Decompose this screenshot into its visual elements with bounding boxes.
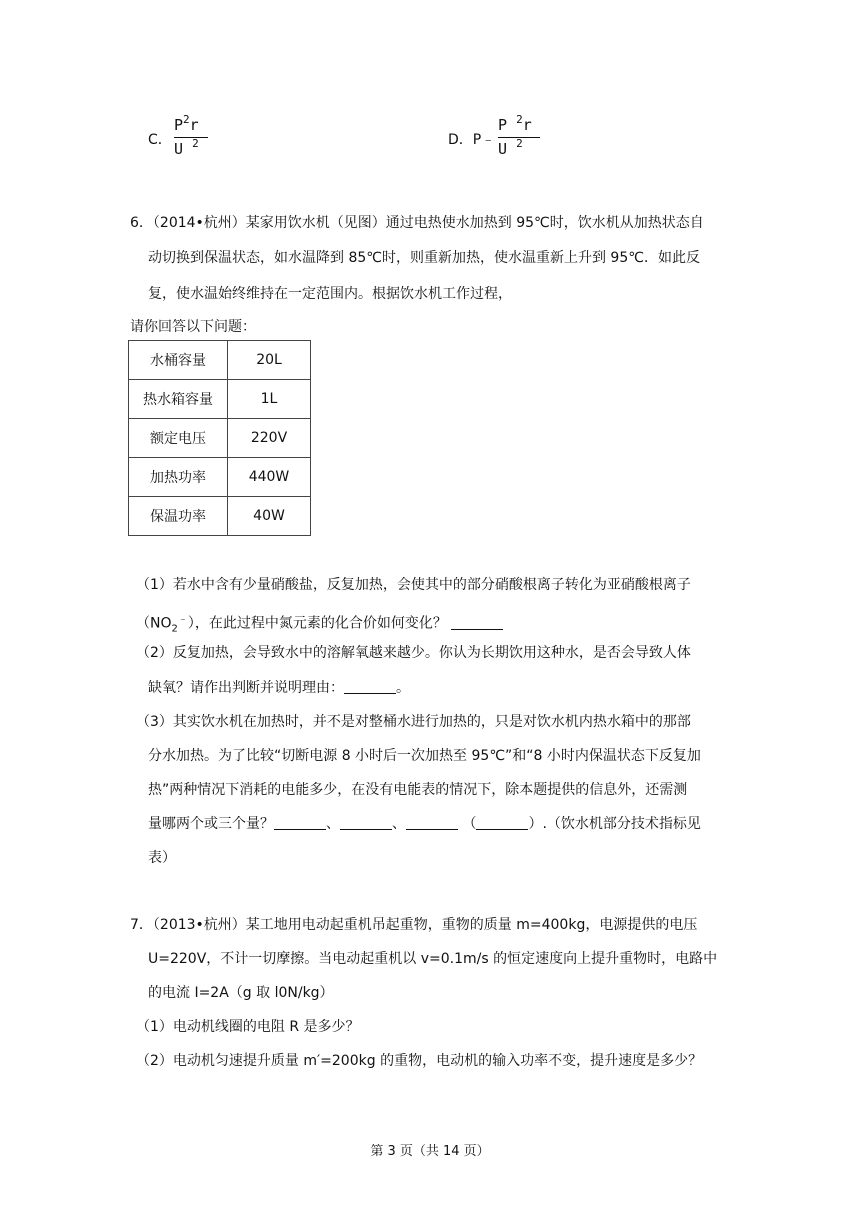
q6-line-4: 请你回答以下问题： (130, 319, 256, 335)
q6-line-3: 复，使水温始终维持在一定范围内。根据饮水机工作过程， (148, 286, 512, 302)
q6-part3-paren-close: ）.（饮水机部分技术指标见 (528, 816, 701, 832)
q6-part1-line-2 (136, 610, 503, 634)
option-c-num-r: r (189, 116, 199, 134)
q6-part1-prefix: （NO (136, 615, 172, 632)
table-row (129, 380, 311, 419)
q6-part1-superscript: ﹣ (177, 614, 188, 625)
option-d-label: D．P﹣ (448, 132, 496, 148)
q6-part3-line-5: 表） (148, 850, 176, 866)
answer-blank[interactable] (476, 815, 528, 830)
spec-key: 加热功率 (129, 458, 228, 497)
q6-part3-paren-open: （ (462, 816, 477, 832)
q6-part3-separator: 、 (392, 816, 406, 832)
answer-blank[interactable] (340, 815, 392, 830)
spec-value: 220V (228, 419, 311, 458)
answer-blank[interactable] (274, 815, 326, 830)
q6-part3-line-1: （3）其实饮水机在加热时，并不是对整桶水进行加热的，只是对饮水机内热水箱中的那部 (136, 714, 691, 730)
q6-part3-line-4 (148, 813, 701, 833)
option-d-den-base: U (498, 140, 508, 158)
q7-part-2: （2）电动机匀速提升质量 m′=200kg 的重物，电动机的输入功率不变，提升速度是多少？ (136, 1053, 703, 1069)
q7-line-3: 的电流 I=2A（g 取 l0N/kg） (148, 985, 334, 1001)
spec-value: 1L (228, 380, 311, 419)
q6-part3-line-2: 分水加热。为了比较“切断电源 8 小时后一次加热至 95℃”和“8 小时内保温状态下反复加 (148, 748, 701, 764)
spec-table (128, 340, 311, 536)
table-row (129, 458, 311, 497)
spec-key: 额定电压 (129, 419, 228, 458)
option-d-num-base: P (498, 116, 508, 134)
answer-blank[interactable] (344, 679, 396, 694)
table-row (129, 497, 311, 536)
table-row (129, 341, 311, 380)
q6-part2-line-2 (148, 677, 410, 697)
q6-part1-subscript: 2 (171, 623, 178, 635)
option-c-num-exp: 2 (183, 113, 190, 126)
spec-key: 水桶容量 (129, 341, 228, 380)
option-c-den-exp: 2 (192, 137, 199, 150)
answer-blank[interactable] (451, 615, 503, 630)
spec-key: 热水箱容量 (129, 380, 228, 419)
option-d-num-exp: 2 (516, 113, 523, 126)
q6-part2-end: 。 (396, 680, 410, 696)
q7-line-2: U=220V，不计一切摩擦。当电动起重机以 v=0.1m/s 的恒定速度向上提升重物时，电路中 (148, 951, 718, 967)
q6-part1-question: ），在此过程中氮元素的化合价如何变化？ (187, 615, 447, 632)
q6-part2-question: 缺氧？请作出判断并说明理由： (148, 680, 344, 696)
q7-part-1: （1）电动机线圈的电阻 R 是多少？ (136, 1019, 360, 1035)
option-d-num-r: r (522, 116, 532, 134)
q6-line-2: 动切换到保温状态，如水温降到 85℃时，则重新加热，使水温重新上升到 95℃．如此反 (148, 250, 700, 266)
spec-value: 40W (228, 497, 311, 536)
option-c-label: C． (148, 132, 172, 148)
q6-part1-line-1: （1）若水中含有少量硝酸盐，反复加热，会使其中的部分硝酸根离子转化为亚硝酸根离子 (136, 577, 691, 593)
q6-line-1: 6．（2014•杭州）某家用饮水机（见图）通过电热使水加热到 95℃时，饮水机从加热状态自 (130, 215, 704, 231)
q7-line-1: 7．（2013•杭州）某工地用电动起重机吊起重物，重物的质量 m=400kg，电源提供的电压 (130, 917, 698, 933)
q6-part3-line-3: 热”两种情况下消耗的电能多少，在没有电能表的情况下，除本题提供的信息外，还需测 (148, 782, 688, 798)
q6-part2-line-1: （2）反复加热，会导致水中的溶解氧越来越少。你认为长期饮用这种水，是否会导致人体 (136, 645, 691, 661)
q6-part3-separator: 、 (326, 816, 340, 832)
option-d-den-exp: 2 (516, 137, 523, 150)
option-c-num-base: P (174, 116, 184, 134)
option-c-den-base: U (174, 140, 184, 158)
spec-value: 20L (228, 341, 311, 380)
table-row (129, 419, 311, 458)
spec-value: 440W (228, 458, 311, 497)
spec-key: 保温功率 (129, 497, 228, 536)
q6-part3-question: 量哪两个或三个量？ (148, 816, 274, 832)
answer-blank[interactable] (406, 815, 458, 830)
option-c-fraction-bar (174, 137, 208, 138)
page-footer: 第 3 页（共 14 页） (370, 1144, 490, 1159)
